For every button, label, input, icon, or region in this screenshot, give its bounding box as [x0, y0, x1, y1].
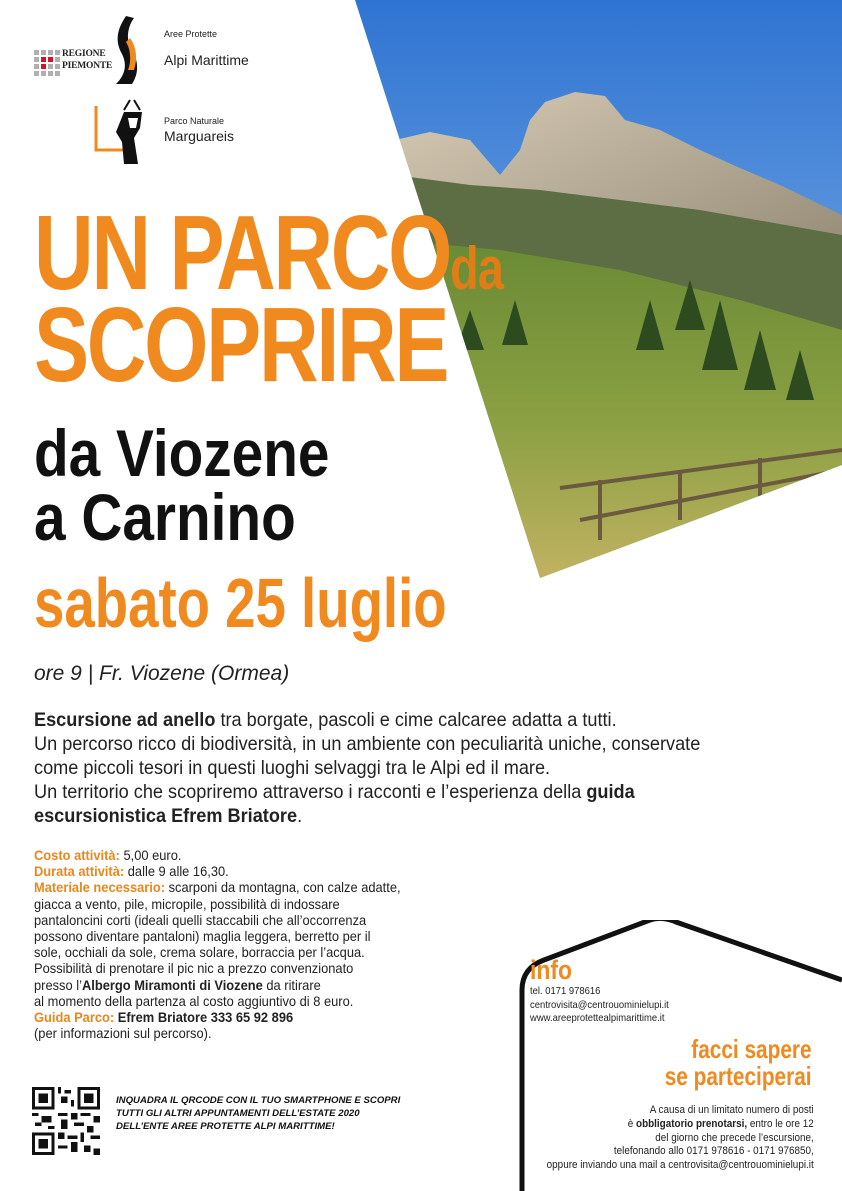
details-line: giacca a vento, pile, micropile, possibilità di indossare — [34, 895, 340, 912]
info-email-link[interactable]: centrovisita@centrouominielupi.it — [530, 998, 669, 1011]
subtitle-a-carnino: a Carnino — [34, 480, 296, 554]
marguareis-big-label: Marguareis — [164, 128, 235, 144]
alpi-marittime-logo-icon — [108, 14, 148, 86]
qr-code-icon[interactable] — [32, 1087, 100, 1155]
event-date: sabato 25 luglio — [34, 564, 447, 642]
title-da: da — [450, 235, 504, 302]
intro-line-4: Un territorio che scopriremo attraverso i racconti e l’esperienza della guida — [34, 781, 635, 803]
qr-instructions: INQUADRA IL QRCODE CON IL TUO SMARTPHONE E SCOPRI TUTTI GLI ALTRI APPUNTAMENTI DELL’ESTATE 2020 DELL’ENTE AREE PROTETTE ALPI MARITTIME! — [116, 1095, 401, 1132]
booking-note: A causa di un limitato numero di posti è obbligatorio prenotarsi, entro le ore 12 del giorno che precede l’escursione, telefonando allo 0171 978616 - 0171 976850, oppure inviando una mail a centrovisita@centrouominielupi.it — [546, 1104, 814, 1172]
title-scoprire: SCOPRIRE — [34, 286, 448, 404]
details-line: sole, occhiali da sole, crema solare, borraccia per l’acqua. — [34, 944, 365, 961]
intro-line-3: come piccoli tesori in questi luoghi selvaggi tra le Alpi ed il mare. — [34, 757, 551, 779]
details-line: Possibilità di prenotare il pic nic a prezzo convenzionato — [34, 960, 354, 977]
details-line: pantaloncini corti (ideali quelli staccabili che all’occorrenza — [34, 911, 367, 928]
event-time-place: ore 9 | Fr. Viozene (Ormea) — [34, 662, 290, 685]
info-phone: tel. 0171 978616 — [530, 985, 601, 997]
info-website-link[interactable]: www.areeprotettealpimarittime.it — [530, 1012, 665, 1024]
title-un-parco: UN PARCO — [34, 194, 451, 312]
info-title: info — [530, 955, 573, 985]
regione-grid-icon — [34, 46, 60, 82]
intro-line-1: Escursione ad anello tra borgate, pascoli e cime calcaree adatta a tutti. — [34, 709, 617, 731]
regione-text: REGIONE PIEMONTE — [62, 49, 113, 71]
regione-piemonte-logo — [34, 46, 113, 82]
guida-line: Guida Parco: Efrem Briatore 333 65 92 896 — [34, 1009, 294, 1026]
intro-line-5: escursionistica Efrem Briatore. — [34, 805, 303, 827]
alpi-small-label: Aree Protette — [164, 29, 218, 39]
details-line: possono diventare pantaloni) maglia leggera, berretto per il — [34, 928, 371, 945]
activity-details — [34, 847, 454, 1041]
materiale-line: Materiale necessario: scarponi da montagna, con calze adatte, — [34, 879, 401, 896]
costo-line: Costo attività: 5,00 euro. — [34, 847, 182, 863]
marguareis-small-label: Parco Naturale — [164, 116, 225, 126]
subtitle-da-viozene: da Viozene — [34, 416, 330, 490]
durata-line: Durata attività: dalle 9 alle 16,30. — [34, 863, 229, 880]
albergo-line: presso l’Albergo Miramonti di Viozene da ritirare — [34, 976, 321, 993]
alpi-big-label: Alpi Marittime — [164, 52, 249, 68]
marguareis-logo-icon — [94, 98, 156, 166]
info-contacts — [530, 985, 684, 1026]
details-line: al momento della partenza al costo aggiuntivo di 8 euro. — [34, 992, 354, 1009]
guida-note: (per informazioni sul percorso). — [34, 1025, 212, 1042]
intro-paragraph — [34, 708, 824, 828]
intro-line-2: Un percorso ricco di biodiversità, in un ambiente con peculiarità uniche, conservate — [34, 733, 701, 755]
facci-sapere-heading: facci sapere se parteciperai — [665, 1034, 812, 1091]
